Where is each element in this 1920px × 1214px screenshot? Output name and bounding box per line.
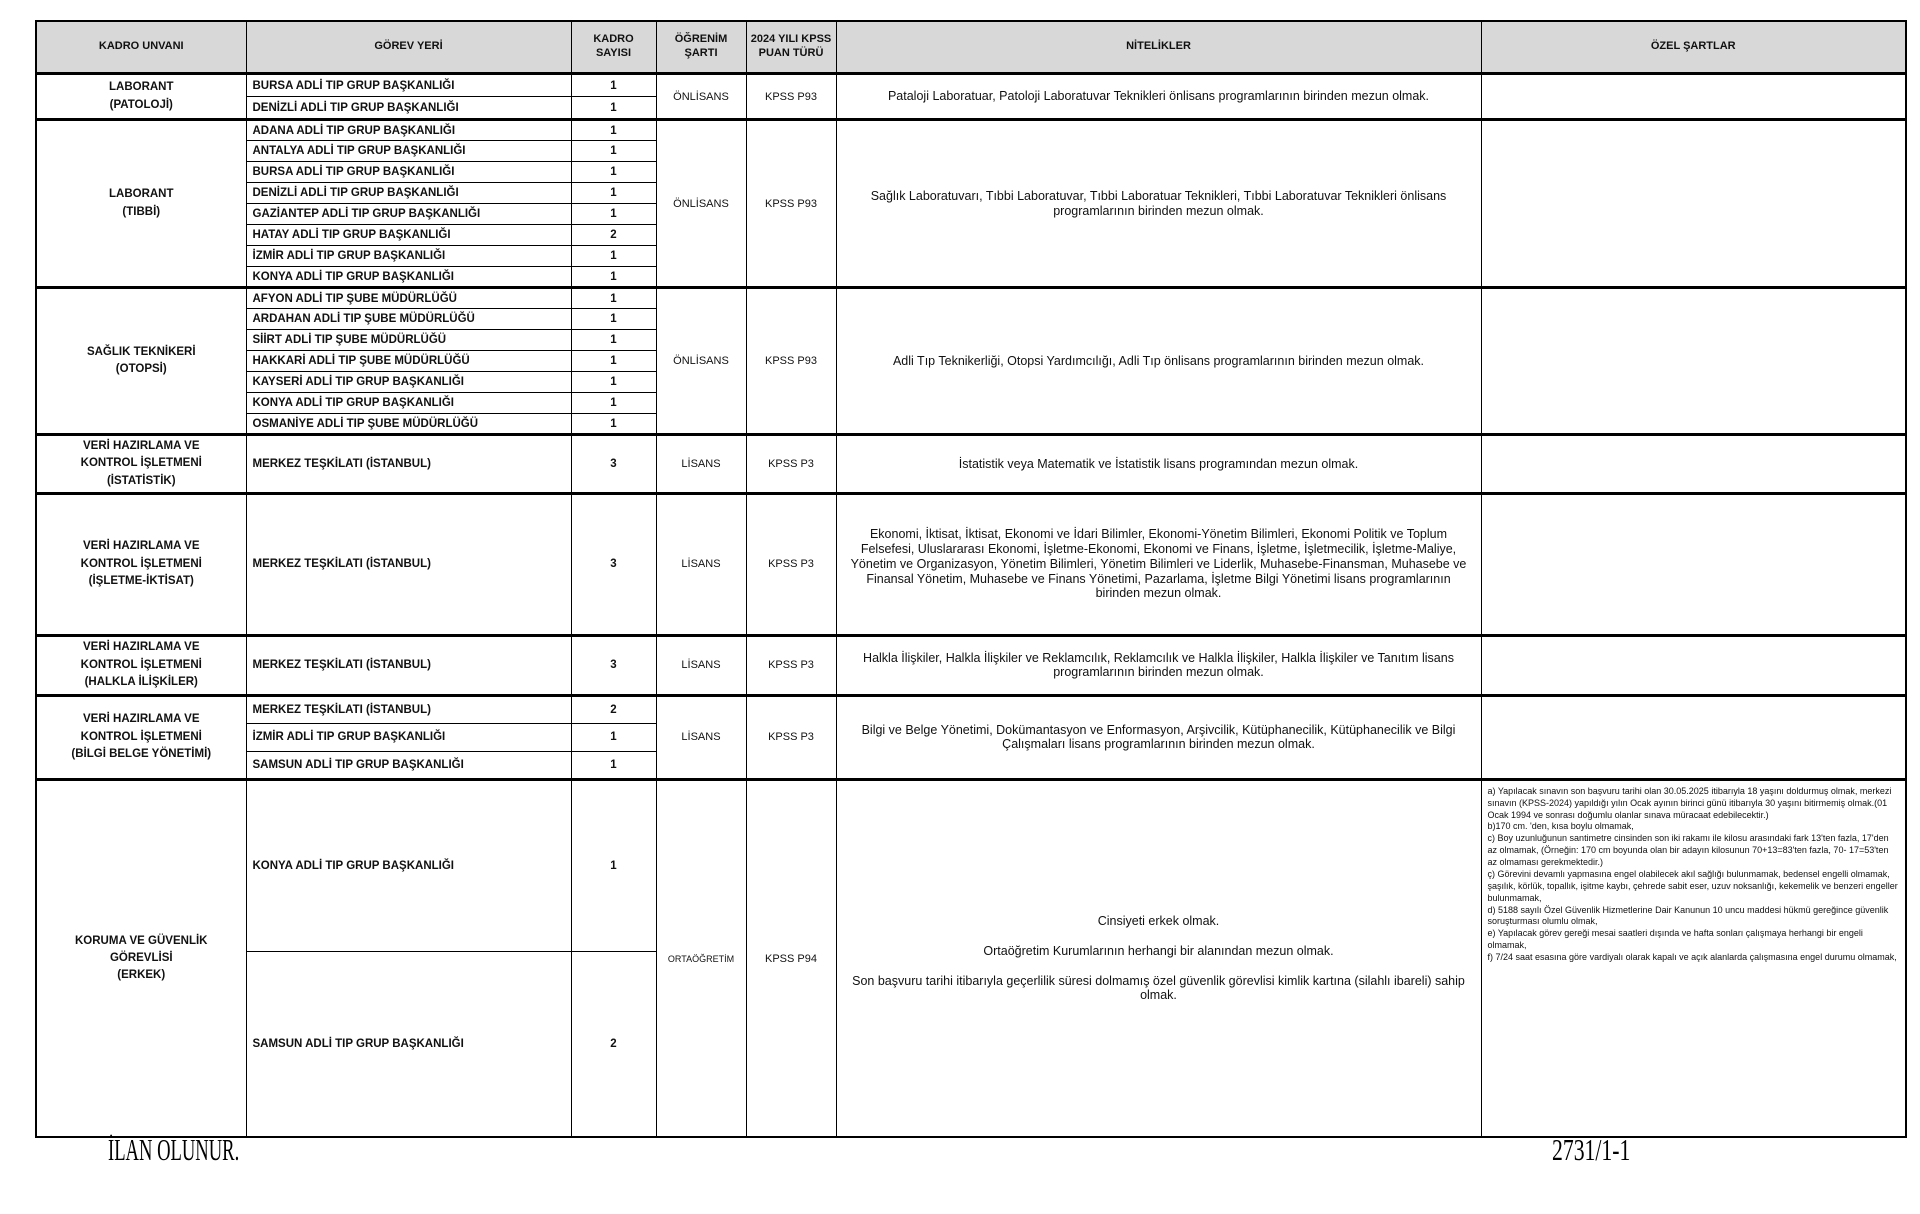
cell-kpss-puan-turu: KPSS P3	[746, 635, 836, 695]
header-ozel-sartlar: ÖZEL ŞARTLAR	[1481, 21, 1906, 74]
cell-gorev-yeri: ARDAHAN ADLİ TIP ŞUBE MÜDÜRLÜĞÜ	[246, 309, 571, 330]
table-body	[36, 74, 1906, 1138]
text-line: d) 5188 sayılı Özel Güvenlik Hizmetlerine Dair Kanunun 10 uncu maddesi hükmü gereğince güvenlik soruşturması olumlu olmak,	[1487, 904, 1889, 927]
text-line: LABORANT	[108, 188, 174, 201]
text-line: Bilgi ve Belge Yönetimi, Dokümantasyon ve Enformasyon, Arşivcilik, Kütüphanecilik, Kütüphanecilik ve Bilgi Çalışmaları lisans programlarının birinden mezun olmak.	[861, 722, 1456, 752]
text-line: VERİ HAZIRLAMA VE	[83, 713, 200, 726]
cell-nitelikler	[836, 74, 1481, 120]
text-line: KORUMA VE GÜVENLİK	[75, 934, 208, 947]
text-line: (ERKEK)	[117, 969, 166, 982]
cell-kpss-puan-turu: KPSS P93	[746, 74, 836, 120]
cell-kadro-sayisi: 1	[571, 309, 656, 330]
text-line: VERİ HAZIRLAMA VE	[83, 440, 200, 452]
footer-doc-number: 2731/1-1	[1552, 1132, 1631, 1167]
cell-kadro-sayisi: 1	[571, 183, 656, 204]
cell-gorev-yeri: SİİRT ADLİ TIP ŞUBE MÜDÜRLÜĞÜ	[246, 330, 571, 351]
text-line: Ortaöğretim Kurumlarının herhangi bir alanından mezun olmak.	[983, 943, 1334, 958]
cell-gorev-yeri: BURSA ADLİ TIP GRUP BAŞKANLIĞI	[246, 162, 571, 183]
cell-kadro-sayisi: 2	[571, 225, 656, 246]
cell-kpss-puan-turu: KPSS P93	[746, 288, 836, 435]
cell-nitelikler	[836, 435, 1481, 494]
text-line: İstatistik veya Matematik ve İstatistik lisans programından mezun olmak.	[958, 456, 1359, 471]
cell-gorev-yeri: KAYSERİ ADLİ TIP GRUP BAŞKANLIĞI	[246, 372, 571, 393]
text-line: f) 7/24 saat esasına göre vardiyalı olarak kapalı ve açık alanlarda çalışmasına engel durumu olmamak,	[1487, 952, 1897, 962]
cell-kadro-unvani	[36, 493, 246, 635]
table-row	[36, 493, 1906, 635]
text-line: KONTROL İŞLETMENİ	[80, 730, 202, 743]
cell-ogrenim-sarti: ÖNLİSANS	[656, 120, 746, 288]
text-line: e) Yapılacak görev gereği mesai saatleri dışında ve hafta sonları çalışmaya herhangi bir engeli olmamak,	[1487, 928, 1863, 951]
cell-kadro-sayisi: 1	[571, 246, 656, 267]
cell-kpss-puan-turu: KPSS P94	[746, 779, 836, 1137]
cell-gorev-yeri: MERKEZ TEŞKİLATI (İSTANBUL)	[246, 435, 571, 494]
header-ogrenim-sarti: ÖĞRENİM ŞARTI	[656, 21, 746, 74]
cell-nitelikler	[836, 695, 1481, 779]
cell-kadro-sayisi: 1	[571, 372, 656, 393]
text-line: LABORANT	[108, 81, 174, 94]
cell-kadro-unvani	[36, 120, 246, 288]
footer-ilan-olunur: İLAN OLUNUR.	[108, 1132, 240, 1167]
text-line: VERİ HAZIRLAMA VE	[83, 540, 200, 553]
header-row	[36, 21, 1906, 74]
cell-kadro-unvani	[36, 635, 246, 695]
cell-kpss-puan-turu: KPSS P93	[746, 120, 836, 288]
text-line: KONTROL İŞLETMENİ	[80, 457, 202, 470]
text-line: ç) Görevini devamlı yapmasına engel olabilecek akıl sağlığı bulunmamak, bedensel engelli olmamak, şaşılık, körlük, topallık, işitme kaybı, çehrede sabit eser, uzuv noksanlığı, kekemelik ve benzeri engeller bulunmamak,	[1487, 868, 1898, 903]
table-row	[36, 695, 1906, 723]
cell-gorev-yeri: OSMANİYE ADLİ TIP ŞUBE MÜDÜRLÜĞÜ	[246, 414, 571, 435]
cell-gorev-yeri: HATAY ADLİ TIP GRUP BAŞKANLIĞI	[246, 225, 571, 246]
text-line: SAĞLIK TEKNİKERİ	[86, 345, 196, 358]
text-line: Cinsiyeti erkek olmak.	[1097, 914, 1220, 928]
cell-gorev-yeri: AFYON ADLİ TIP ŞUBE MÜDÜRLÜĞÜ	[246, 288, 571, 309]
cell-ozel-sartlar	[1481, 779, 1906, 1137]
table-row	[36, 435, 1906, 494]
cell-kadro-sayisi: 1	[571, 141, 656, 162]
cell-gorev-yeri: DENİZLİ ADLİ TIP GRUP BAŞKANLIĞI	[246, 183, 571, 204]
cell-gorev-yeri: KONYA ADLİ TIP GRUP BAŞKANLIĞI	[246, 267, 571, 288]
cell-ogrenim-sarti: LİSANS	[656, 435, 746, 494]
cell-kadro-sayisi: 1	[571, 414, 656, 435]
job-postings-table	[35, 20, 1907, 1138]
cell-kadro-sayisi: 1	[571, 204, 656, 225]
text-line: Pataloji Laboratuar, Patoloji Laboratuvar Teknikleri önlisans programlarının birinden mezun olmak.	[887, 89, 1430, 104]
cell-ogrenim-sarti: LİSANS	[656, 695, 746, 779]
cell-kadro-sayisi: 1	[571, 779, 656, 951]
text-line: b)170 cm. 'den, kısa boylu olmamak,	[1487, 821, 1634, 832]
cell-gorev-yeri: DENİZLİ ADLİ TIP GRUP BAŞKANLIĞI	[246, 97, 571, 120]
cell-kadro-sayisi: 1	[571, 74, 656, 97]
cell-nitelikler	[836, 493, 1481, 635]
cell-kadro-unvani	[36, 74, 246, 120]
text-line: (İSTATİSTİK)	[106, 474, 176, 487]
cell-nitelikler	[836, 635, 1481, 695]
text-line: a) Yapılacak sınavın son başvuru tarihi olan 30.05.2025 itibarıyla 18 yaşını doldurmuş olmak, merkezi sınavın (KPSS-2024) yapıldığı yılın Ocak ayının birinci günü itibarıyla 30 yaşını bitirmemiş olmak.(01 Ocak 1994 ve sonrası doğumlu olanlar sınava müracaat edebilecektir.)	[1487, 785, 1892, 820]
text-line: KONTROL İŞLETMENİ	[80, 658, 202, 671]
text-line: Ekonomi, İktisat, İktisat, Ekonomi ve İdari Bilimler, Ekonomi-Yönetim Bilimleri, Ekonomi Politik ve Toplum Felsefesi, Uluslararası Ekonomi, İşletme-Ekonomi, Ekonomi ve Finans, İşletme, İşletmecilik, İşletme-Maliye, Yönetim ve Organizasyon, Yönetim Bilimleri, Yönetim Bilimleri ve Liderlik, Muhasebe-Finansman, Muhasebe ve Finansal Yönetim, Muhasebe ve Finans Yönetimi, Pazarlama, İşletme Bilgi Yönetimi lisans programlarının birinden mezun olmak.	[850, 527, 1467, 601]
text-line: GÖREVLİSİ	[109, 951, 173, 964]
cell-kadro-sayisi: 1	[571, 267, 656, 288]
text-line: Son başvuru tarihi itibarıyla geçerlilik süresi dolmamış özel güvenlik görevlisi kimlik kartına (silahlı ibareli) sahip olmak.	[852, 973, 1465, 1003]
cell-ozel-sartlar	[1481, 74, 1906, 120]
cell-gorev-yeri: SAMSUN ADLİ TIP GRUP BAŞKANLIĞI	[246, 951, 571, 1137]
cell-kadro-sayisi: 2	[571, 695, 656, 723]
table-row	[36, 288, 1906, 309]
table-header	[36, 21, 1906, 74]
cell-kadro-unvani	[36, 288, 246, 435]
cell-kadro-sayisi: 3	[571, 635, 656, 695]
text-line: (PATOLOJİ)	[109, 98, 173, 111]
header-kadro-unvani: KADRO UNVANI	[36, 21, 246, 74]
text-line: (İŞLETME-İKTİSAT)	[88, 574, 194, 587]
cell-gorev-yeri: BURSA ADLİ TIP GRUP BAŞKANLIĞI	[246, 74, 571, 97]
cell-ogrenim-sarti: LİSANS	[656, 635, 746, 695]
cell-gorev-yeri: HAKKARİ ADLİ TIP ŞUBE MÜDÜRLÜĞÜ	[246, 351, 571, 372]
cell-kadro-sayisi: 1	[571, 97, 656, 120]
cell-kadro-sayisi: 3	[571, 435, 656, 494]
header-kpss-puan-turu: 2024 YILI KPSS PUAN TÜRÜ	[746, 21, 836, 74]
cell-nitelikler	[836, 288, 1481, 435]
header-kadro-sayisi: KADRO SAYISI	[571, 21, 656, 74]
cell-kpss-puan-turu: KPSS P3	[746, 435, 836, 494]
cell-kadro-unvani	[36, 779, 246, 1137]
text-line: c) Boy uzunluğunun santimetre cinsinden son iki rakamı ile kilosu arasındaki fark 13'ten fazla, 17'den az olmamak, (Örneğin: 170 cm boyunda olan bir adayın kilosunun 70+13=83'ten fazla, 70- 17=53'ten az olmaması gerekmektedir.)	[1487, 833, 1889, 867]
cell-ozel-sartlar	[1481, 493, 1906, 635]
cell-gorev-yeri: MERKEZ TEŞKİLATI (İSTANBUL)	[246, 635, 571, 695]
text-line: Sağlık Laboratuvarı, Tıbbi Laboratuvar, Tıbbi Laboratuar Teknikleri, Tıbbi Laboratuvar Teknikleri önlisans programlarının birinden mezun olmak.	[870, 188, 1447, 218]
cell-kpss-puan-turu: KPSS P3	[746, 493, 836, 635]
table-row	[36, 120, 1906, 141]
text-line: (TIBBİ)	[122, 205, 161, 218]
cell-kadro-sayisi: 1	[571, 162, 656, 183]
cell-ogrenim-sarti: ÖNLİSANS	[656, 74, 746, 120]
text-line: (HALKLA İLİŞKİLER)	[84, 675, 198, 688]
cell-gorev-yeri: GAZİANTEP ADLİ TIP GRUP BAŞKANLIĞI	[246, 204, 571, 225]
cell-gorev-yeri: SAMSUN ADLİ TIP GRUP BAŞKANLIĞI	[246, 751, 571, 779]
header-nitelikler: NİTELİKLER	[836, 21, 1481, 74]
header-gorev-yeri: GÖREV YERİ	[246, 21, 571, 74]
cell-ozel-sartlar	[1481, 695, 1906, 779]
cell-gorev-yeri: İZMİR ADLİ TIP GRUP BAŞKANLIĞI	[246, 246, 571, 267]
cell-ozel-sartlar	[1481, 435, 1906, 494]
text-line: Adli Tıp Teknikerliği, Otopsi Yardımcılığı, Adli Tıp önlisans programlarının birinden mezun olmak.	[892, 353, 1425, 368]
cell-ozel-sartlar	[1481, 120, 1906, 288]
cell-ozel-sartlar	[1481, 288, 1906, 435]
cell-kadro-sayisi: 1	[571, 751, 656, 779]
cell-nitelikler	[836, 120, 1481, 288]
cell-kadro-sayisi: 2	[571, 951, 656, 1137]
table-row	[36, 635, 1906, 695]
cell-gorev-yeri: MERKEZ TEŞKİLATI (İSTANBUL)	[246, 695, 571, 723]
cell-gorev-yeri: ADANA ADLİ TIP GRUP BAŞKANLIĞI	[246, 120, 571, 141]
cell-ozel-sartlar	[1481, 635, 1906, 695]
cell-kadro-unvani	[36, 435, 246, 494]
cell-gorev-yeri: KONYA ADLİ TIP GRUP BAŞKANLIĞI	[246, 393, 571, 414]
cell-kpss-puan-turu: KPSS P3	[746, 695, 836, 779]
cell-kadro-sayisi: 1	[571, 330, 656, 351]
cell-gorev-yeri: MERKEZ TEŞKİLATI (İSTANBUL)	[246, 493, 571, 635]
cell-gorev-yeri: KONYA ADLİ TIP GRUP BAŞKANLIĞI	[246, 779, 571, 951]
text-line: (OTOPSİ)	[115, 363, 167, 375]
text-line: Halkla İlişkiler, Halkla İlişkiler ve Reklamcılık, Reklamcılık ve Halkla İlişkiler, Halkla İlişkiler ve Tanıtım lisans programlarının birinden mezun olmak.	[863, 650, 1454, 680]
cell-gorev-yeri: ANTALYA ADLİ TIP GRUP BAŞKANLIĞI	[246, 141, 571, 162]
text-line: VERİ HAZIRLAMA VE	[83, 641, 200, 654]
cell-ogrenim-sarti: LİSANS	[656, 493, 746, 635]
cell-ogrenim-sarti: ORTAÖĞRETİM	[656, 779, 746, 1137]
table-row	[36, 74, 1906, 97]
cell-kadro-sayisi: 3	[571, 493, 656, 635]
cell-ogrenim-sarti: ÖNLİSANS	[656, 288, 746, 435]
text-line: KONTROL İŞLETMENİ	[80, 557, 202, 570]
cell-kadro-unvani	[36, 695, 246, 779]
cell-kadro-sayisi: 1	[571, 351, 656, 372]
table-row	[36, 779, 1906, 951]
cell-kadro-sayisi: 1	[571, 723, 656, 751]
cell-nitelikler	[836, 779, 1481, 1137]
cell-kadro-sayisi: 1	[571, 393, 656, 414]
cell-kadro-sayisi: 1	[571, 120, 656, 141]
text-line: (BİLGİ BELGE YÖNETİMİ)	[71, 747, 212, 760]
cell-kadro-sayisi: 1	[571, 288, 656, 309]
cell-gorev-yeri: İZMİR ADLİ TIP GRUP BAŞKANLIĞI	[246, 723, 571, 751]
